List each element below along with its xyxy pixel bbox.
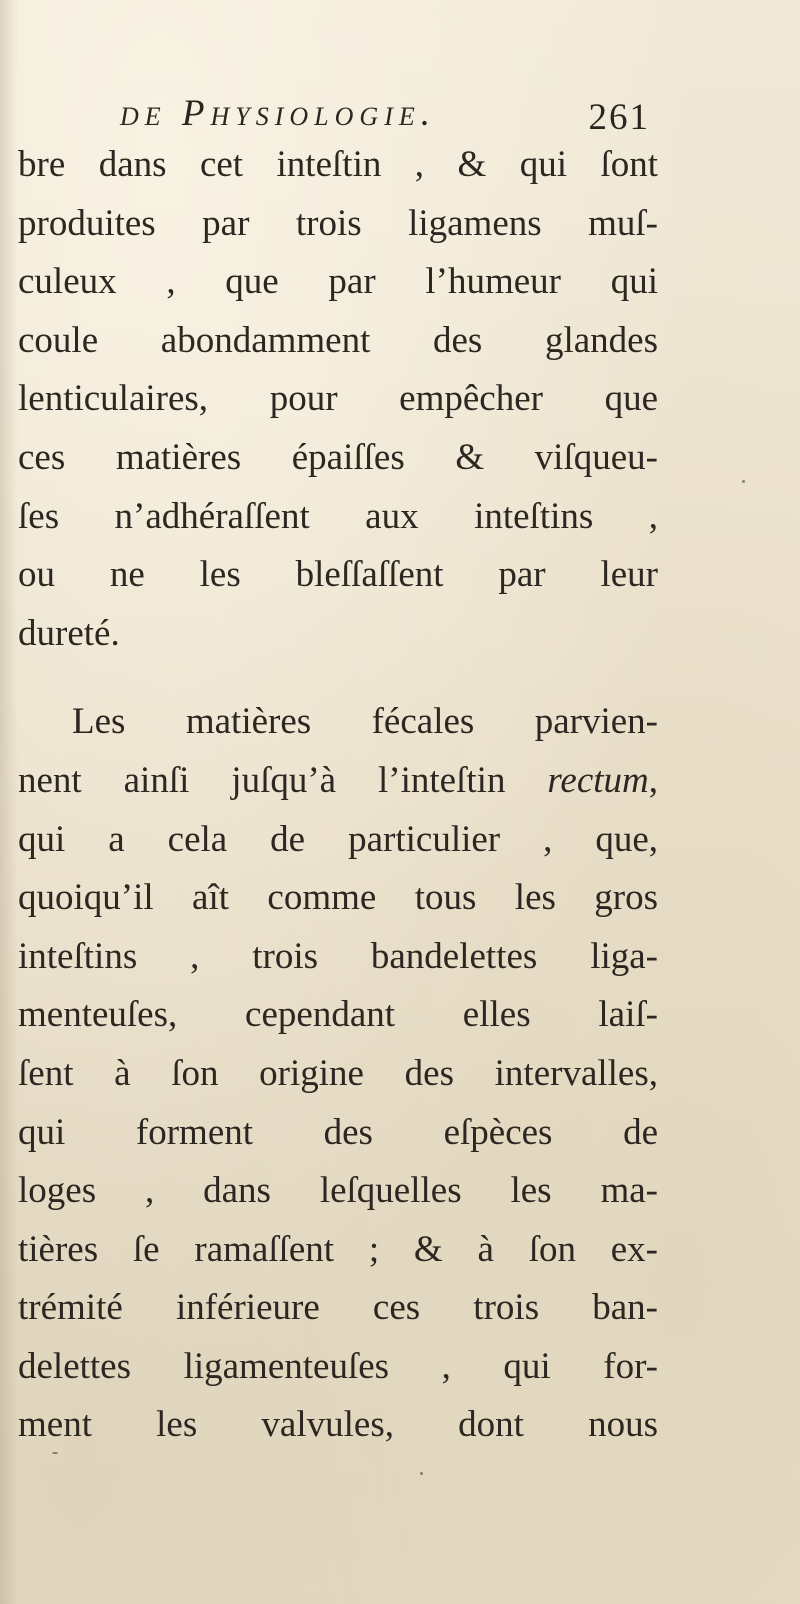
running-title: de Physiologie. bbox=[120, 93, 436, 134]
text-line: ſes n’adhéraſſent aux inteſtins , bbox=[18, 495, 658, 537]
text-line: loges , dans leſquelles les ma- bbox=[18, 1170, 658, 1212]
text-line: Les matières fécales parvien- bbox=[72, 701, 658, 743]
text-fragment: , bbox=[648, 759, 658, 801]
text-line: tières ſe ramaſſent ; & à ſon ex- bbox=[18, 1228, 658, 1270]
text-line: quoiqu’il aît comme tous les gros bbox=[18, 877, 658, 919]
paper-speck bbox=[52, 1452, 58, 1454]
text-line: lenticulaires, pour empêcher que bbox=[18, 378, 658, 420]
page-number: 261 bbox=[588, 97, 650, 138]
text-line: dureté. bbox=[18, 612, 120, 654]
text-line: ou ne les bleſſaſſent par leur bbox=[18, 554, 658, 596]
text-fragment: nent ainſi juſqu’à l’inteſtin bbox=[18, 759, 548, 801]
paper-speck bbox=[742, 480, 745, 483]
text-line: qui a cela de particulier , que, bbox=[18, 818, 658, 860]
text-line: delettes ligamenteuſes , qui for- bbox=[18, 1345, 658, 1387]
text-line: qui forment des eſpèces de bbox=[18, 1111, 658, 1153]
text-line: ces matières épaiſſes & viſqueu- bbox=[18, 436, 658, 478]
body-text bbox=[18, 136, 658, 1455]
page-gutter-shadow bbox=[0, 0, 18, 1604]
text-line: menteuſes, cependant elles laiſ- bbox=[18, 994, 658, 1036]
text-line: ment les valvules, dont nous bbox=[18, 1404, 658, 1446]
text-line: coule abondamment des glandes bbox=[18, 319, 658, 361]
text-line: ſent à ſon origine des intervalles, bbox=[18, 1052, 658, 1094]
text-line bbox=[18, 752, 658, 811]
text-line: produites par trois ligamens muſ- bbox=[18, 202, 658, 244]
text-line: trémité inférieure ces trois ban- bbox=[18, 1287, 658, 1329]
text-line: culeux , que par l’humeur qui bbox=[18, 261, 658, 303]
italic-term: rectum bbox=[547, 759, 649, 801]
paper-speck bbox=[420, 1472, 423, 1475]
paragraph-2 bbox=[18, 693, 658, 1455]
text-line: inteſtins , trois bandelettes liga- bbox=[18, 935, 658, 977]
text-line: bre dans cet inteſtin , & qui ſont bbox=[18, 144, 658, 185]
paragraph-1 bbox=[18, 136, 658, 663]
